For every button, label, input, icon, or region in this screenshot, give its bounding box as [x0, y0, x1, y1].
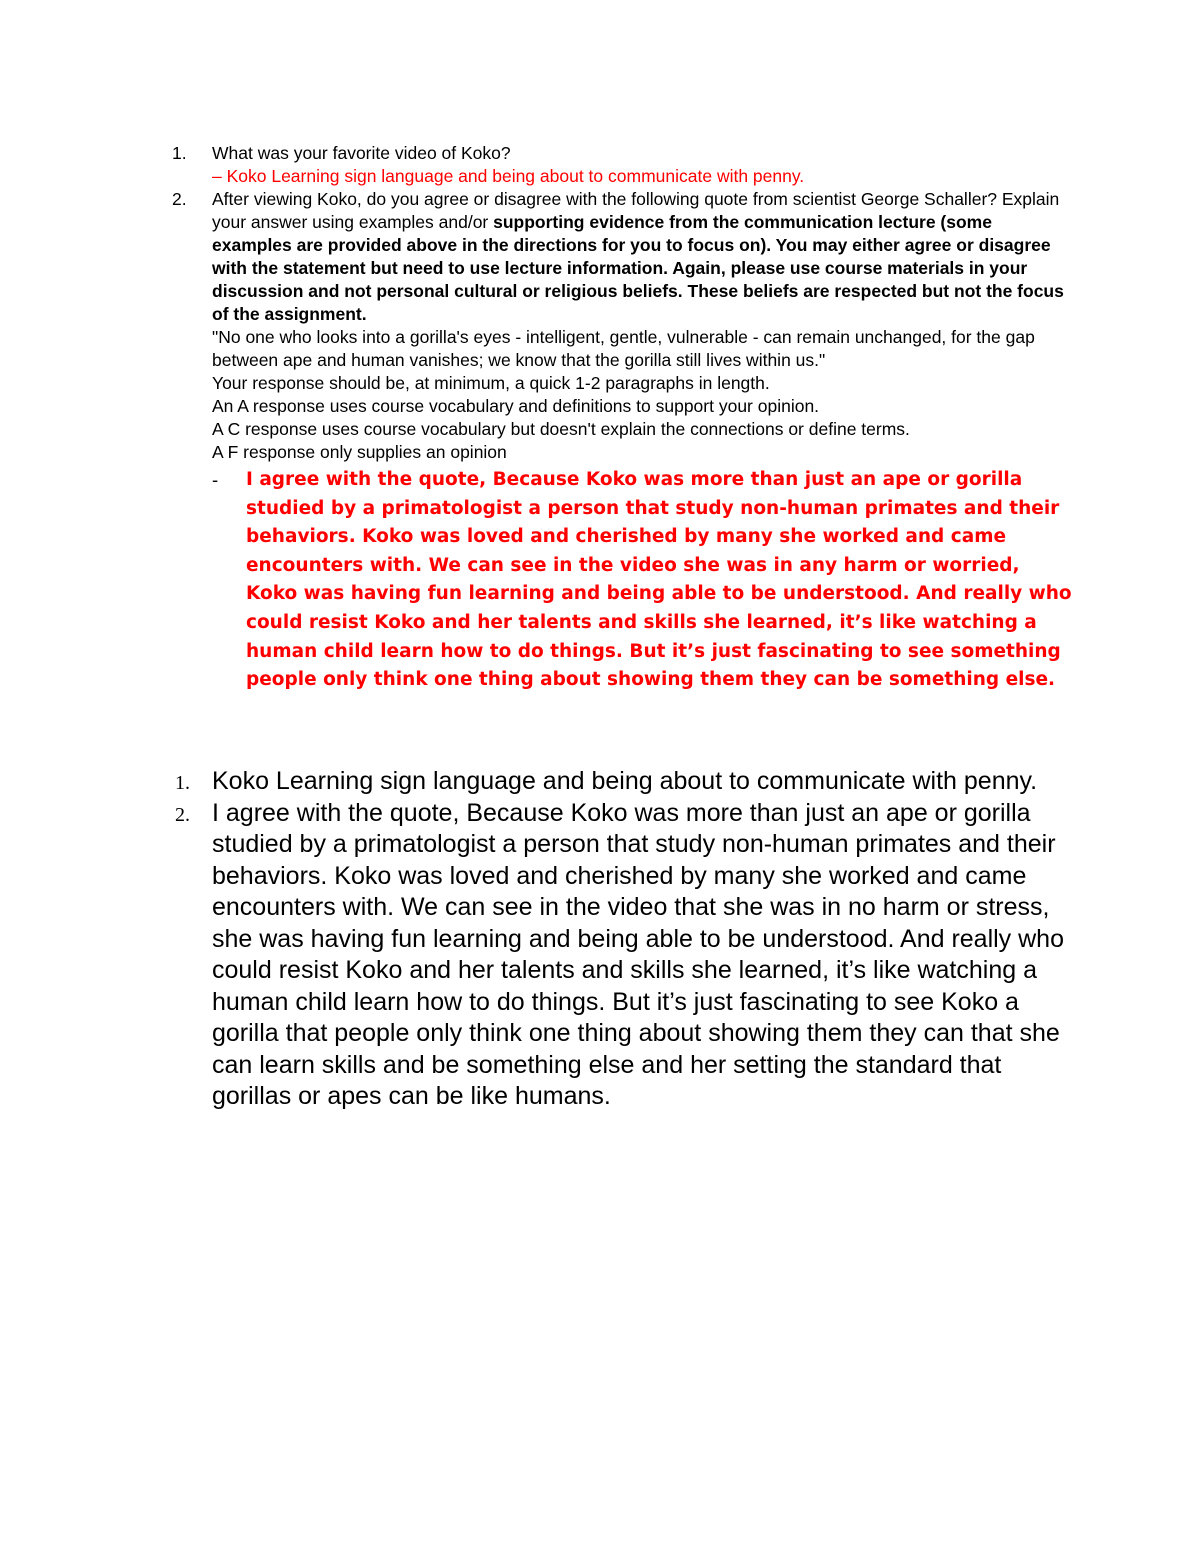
final-answer-1-text: Koko Learning sign language and being about to communicate with penny. [212, 767, 1038, 795]
question-2-number: 2. [172, 189, 187, 209]
question-2-answer-text: I agree with the quote, Because Koko was more than just an ape or gorilla studied by a primatologist a person that study non-human primates and their behaviors. Koko was loved and cherished by many she worked and came encounters with. We can see in the video she was in any harm or worried, Koko was having fun learning and being able to be understood. And really who could resist Koko and her talents and skills she learned, it’s like watching a human child learn how to do things. But it’s just fascinating to see something people only think one thing about showing them they can be something else. [246, 469, 1072, 691]
question-2-bold-instructions: supporting evidence from the communication lecture (some examples are provided above in the directions for you to focus on). You may either agree or disagree with the statement but need to use lecture information. Again, please use course materials in your discussion and not personal cultural or religious beliefs. These beliefs are respected but not the focus of the assignment. [212, 212, 1064, 324]
grade-f-criteria: A F response only supplies an opinion [212, 442, 507, 462]
assignment-prompt [172, 142, 1072, 695]
question-2 [172, 188, 1072, 695]
question-1-answer: – Koko Learning sign language and being about to communicate with penny. [212, 166, 805, 186]
question-1 [172, 142, 1072, 188]
question-1-number: 1. [172, 143, 187, 163]
dash-bullet: - [212, 469, 219, 490]
length-note: Your response should be, at minimum, a quick 1-2 paragraphs in length. [212, 373, 770, 393]
grade-a-criteria: An A response uses course vocabulary and definitions to support your opinion. [212, 396, 820, 416]
final-answer-2-number: 2. [175, 803, 190, 826]
question-2-instructions [212, 188, 1072, 326]
question-2-intro: After viewing Koko, do you agree or disagree with the following quote from scientist George Schaller? Explain your answer using examples and/or [212, 189, 1060, 232]
question-1-text: What was your favorite video of Koko? [212, 143, 511, 163]
grade-c-criteria: A C response uses course vocabulary but doesn't explain the connections or define terms. [212, 419, 910, 439]
final-answer-1 [172, 766, 1072, 798]
final-answers [172, 766, 1072, 1113]
final-answer-1-number: 1. [175, 772, 190, 794]
question-2-answer [212, 466, 1076, 695]
final-answer-2 [172, 798, 1072, 1113]
schaller-quote: "No one who looks into a gorilla's eyes - intelligent, gentle, vulnerable - can remain unchanged, for the gap between ape and human vanishes; we know that the gorilla still lives within us." [212, 327, 1035, 370]
final-answer-2-text: I agree with the quote, Because Koko was more than just an ape or gorilla studied by a primatologist a person that study non-human primates and their behaviors. Koko was loved and cherished by many she worked and came encounters with. We can see in the video that she was in no harm or stress, she was having fun learning and being able to be understood. And really who could resist Koko and her talents and skills she learned, it’s like watching a human child learn how to do things. But it’s just fascinating to see Koko a gorilla that people only think one thing about showing them they can that she can learn skills and be something else and her setting the standard that gorillas or apes can be like humans. [212, 798, 1064, 1110]
